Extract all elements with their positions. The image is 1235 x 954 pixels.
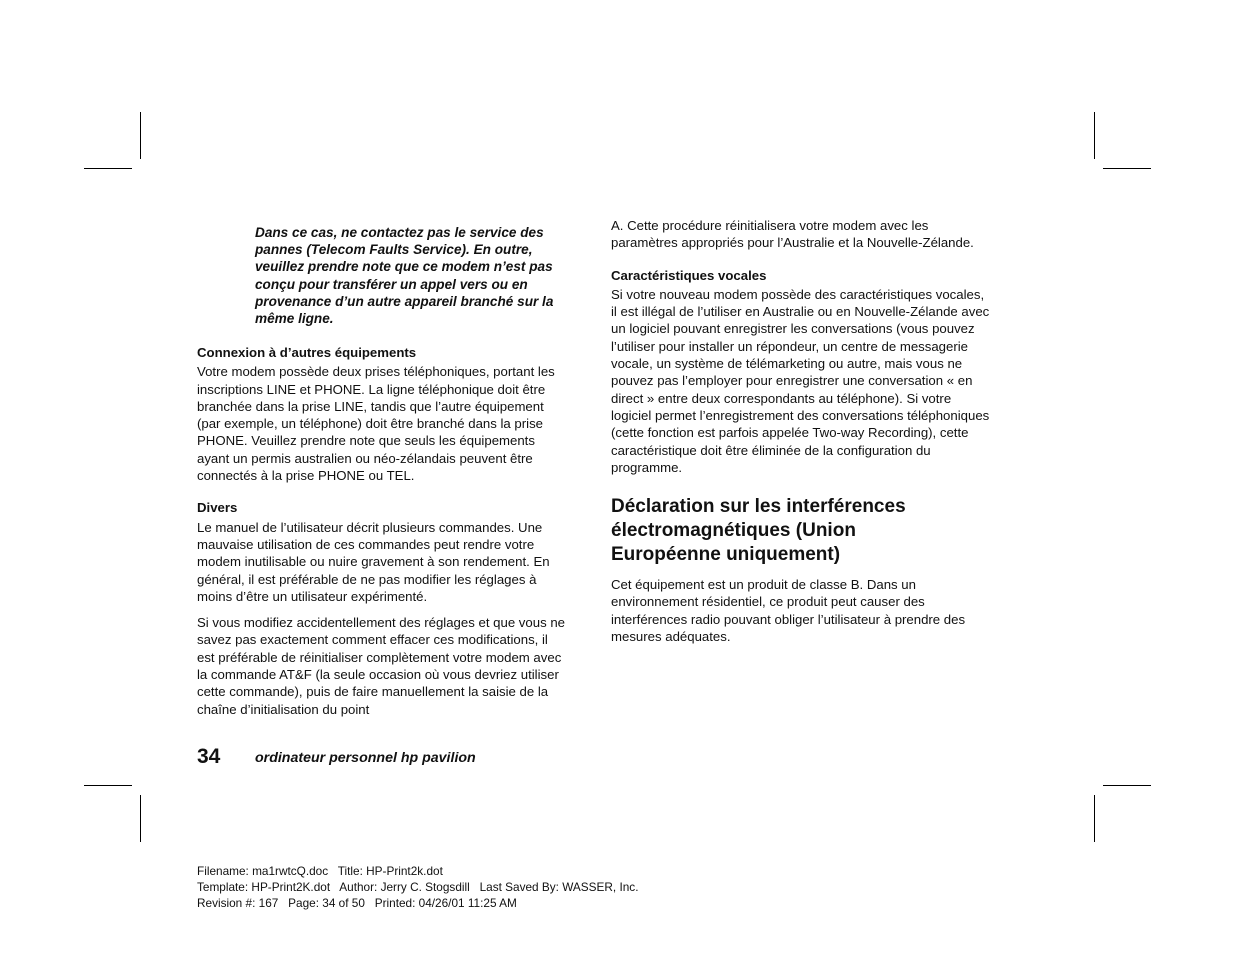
crop-mark: [1094, 795, 1095, 842]
metadata-line: Revision #: 167 Page: 34 of 50 Printed: 04/26/01 11:25 AM: [197, 896, 517, 910]
divers-paragraph-2: Si vous modifiez accidentellement des réglages et que vous ne savez pas exactement comment effacer ces modifications, il est préférable de réinitialiser complètement votre modem avec la commande AT&F (la seule occasion où vous devriez utiliser cette commande), puis de faire manuellement la saisie de la chaîne d’initialisation du point: [197, 615, 566, 717]
right-column: [611, 217, 991, 645]
vocales-paragraph: Si votre nouveau modem possède des caractéristiques vocales, il est illégal de l’utiliser en Australie ou en Nouvelle-Zélande avec un logiciel pouvant enregistrer les conversations (vous pouvez l’utiliser pour installer un répondeur, un centre de messagerie vocale, un système de télémarketing ou autre, mais vous ne pouvez pas l’employer pour enregistrer une conversation « en direct » entre deux correspondants au téléphone). Si votre logiciel permet l’enregistrement des conversations téléphoniques (cette fonction est parfois appelée Two-way Recording), cette caractéristique doit être éliminée de la configuration du programme.: [611, 286, 990, 475]
connexion-heading: Connexion à d’autres équipements: [197, 345, 417, 360]
declaration-heading: Déclaration sur les interférences électromagnétiques (Union Européenne uniquement): [611, 496, 906, 566]
footer-title: ordinateur personnel hp pavilion: [255, 750, 476, 766]
crop-mark: [140, 112, 141, 159]
divers-paragraph-1: Le manuel de l’utilisateur décrit plusieurs commandes. Une mauvaise utilisation de ces commandes peut rendre votre modem inutilisable ou nuire gravement à son rendement. En général, il est préférable de ne pas modifier les réglages à moins d’être un utilisateur expérimenté.: [197, 519, 550, 604]
crop-mark: [140, 795, 141, 842]
vocales-heading: Caractéristiques vocales: [611, 267, 767, 283]
metadata-line: Template: HP-Print2K.dot Author: Jerry C. Stogsdill Last Saved By: WASSER, Inc.: [197, 880, 639, 894]
telecom-note: Dans ce cas, ne contactez pas le service des pannes (Telecom Faults Service). En outre, veuillez prendre note que ce modem n’est pas conçu pour transférer un appel vers ou en provenance d’un autre appareil branché sur la même ligne.: [255, 225, 554, 327]
divers-heading: Divers: [197, 500, 238, 516]
crop-mark: [1103, 785, 1151, 786]
continuation-paragraph: A. Cette procédure réinitialisera votre modem avec les paramètres appropriés pour l’Australie et la Nouvelle-Zélande.: [611, 218, 974, 251]
crop-mark: [1094, 112, 1095, 159]
metadata-line: Filename: ma1rwtcQ.doc Title: HP-Print2k.dot: [197, 864, 443, 878]
declaration-paragraph: Cet équipement est un produit de classe B. Dans un environnement résidentiel, ce produit peut causer des interférences radio pouvant obliger l’utilisateur à prendre des mesures adéquates.: [611, 577, 966, 645]
crop-mark: [1103, 168, 1151, 169]
connexion-paragraph: Votre modem possède deux prises téléphoniques, portant les inscriptions LINE et PHONE. La ligne téléphonique doit être branchée dans la prise LINE, tandis que l’autre équipement (par exemple, un téléphone) doit être branché dans la prise PHONE. Veuillez prendre note que seuls les équipements ayant un permis australien ou néo-zélandais peuvent être connectés à la prise PHONE ou TEL.: [197, 364, 555, 484]
page-number: 34: [197, 745, 221, 768]
crop-mark: [84, 785, 132, 786]
crop-mark: [84, 168, 132, 169]
left-column: [197, 344, 569, 718]
file-metadata: [197, 863, 638, 911]
